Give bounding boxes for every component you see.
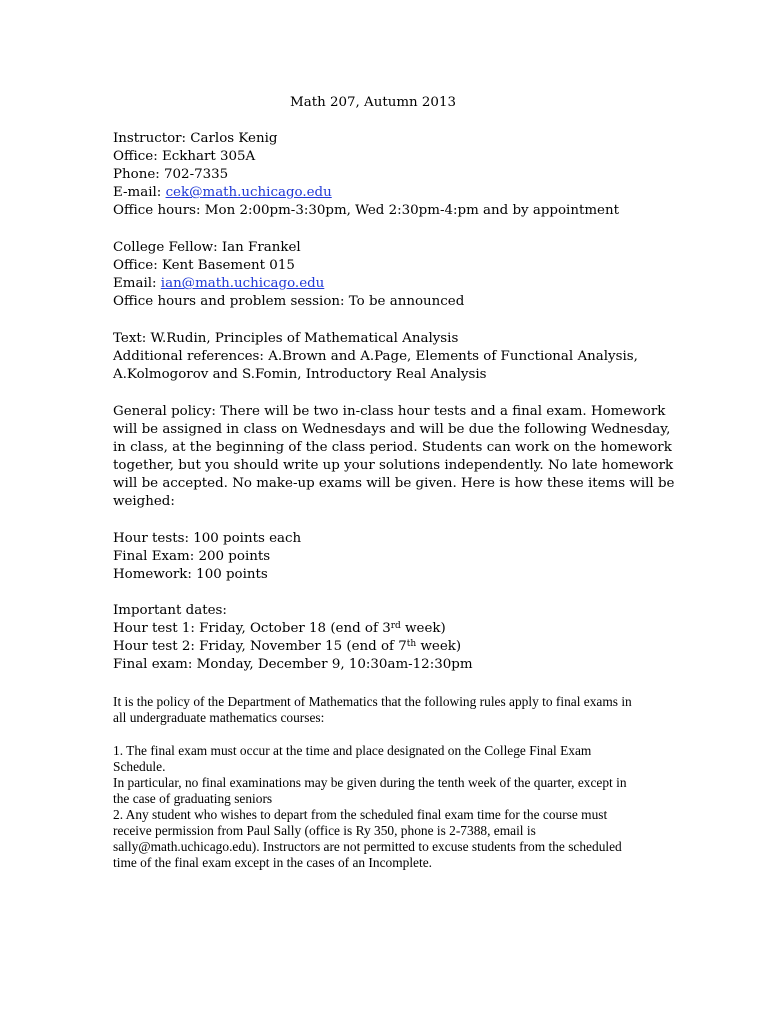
final-exam-date: Final exam: Monday, December 9, 10:30am-12:30pm — [113, 657, 473, 673]
fellow-email-line — [113, 275, 653, 293]
hour-test-1-ordinal: rd — [390, 621, 401, 632]
main-text: Text: W.Rudin, Principles of Mathematical Analysis — [113, 331, 459, 346]
rule-1-line: In particular, no final examinations may be given during the tenth week of the quarter, except in — [113, 775, 627, 790]
fellow-email-link[interactable]: ian@math.uchicago.edu — [160, 276, 325, 292]
rule-2-line: 2. Any student who wishes to depart from the scheduled final exam time for the course must — [113, 807, 608, 822]
instructor-office-hours: Office hours: Mon 2:00pm-3:30pm, Wed 2:30pm-4:pm and by appointment — [113, 203, 619, 219]
department-rule-1 — [113, 743, 653, 807]
hour-test-2-ordinal: th — [406, 639, 417, 650]
hour-test-1-text: Hour test 1: Friday, October 18 (end of 3 — [113, 621, 391, 637]
policy-line: together, but you should write up your solutions independently. No late homework — [113, 458, 674, 474]
policy-line: in class, at the beginning of the class period. Students can work on the homework — [113, 440, 672, 456]
hour-test-2-suffix: week) — [416, 639, 462, 655]
policy-line: weighed: — [113, 494, 175, 510]
grading-section — [113, 530, 653, 584]
fellow-section — [113, 239, 653, 311]
important-dates-section — [113, 602, 653, 674]
instructor-office: Office: Eckhart 305A — [113, 149, 256, 165]
hour-test-1-date — [113, 620, 653, 638]
policy-line: will be assigned in class on Wednesdays and will be due the following Wednesday, — [113, 422, 671, 438]
instructor-section — [113, 130, 653, 220]
rule-1-line: the case of graduating seniors — [113, 791, 273, 806]
dates-heading: Important dates: — [113, 603, 227, 618]
department-rule-2 — [113, 807, 653, 871]
additional-references: Additional references: A.Brown and A.Page, Elements of Functional Analysis, — [113, 349, 638, 365]
department-intro-line: It is the policy of the Department of Mathematics that the following rules apply to final exams in — [113, 694, 632, 709]
grading-hour-tests: Hour tests: 100 points each — [113, 531, 302, 546]
instructor-phone: Phone: 702-7335 — [113, 167, 229, 183]
fellow-name: College Fellow: Ian Frankel — [113, 240, 301, 255]
rule-1-line: Schedule. — [113, 759, 166, 774]
policy-line: will be accepted. No make-up exams will be given. Here is how these items will be — [113, 476, 675, 492]
instructor-email-label: E-mail: — [113, 185, 166, 201]
rule-2-line: time of the final exam except in the cases of an Incomplete. — [113, 855, 433, 870]
instructor-email-line — [113, 184, 653, 202]
course-title: Math 207, Autumn 2013 — [290, 95, 456, 110]
fellow-email-label: Email: — [113, 276, 161, 292]
hour-test-2-text: Hour test 2: Friday, November 15 (end of 7 — [113, 639, 407, 655]
fellow-office-hours: Office hours and problem session: To be announced — [113, 294, 465, 310]
instructor-email-link[interactable]: cek@math.uchicago.edu — [165, 185, 332, 201]
instructor-name: Instructor: Carlos Kenig — [113, 131, 278, 146]
department-policy-intro — [113, 694, 653, 726]
department-intro-line: all undergraduate mathematics courses: — [113, 710, 325, 725]
rule-2-line: sally@math.uchicago.edu). Instructors are not permitted to excuse students from the scheduled — [113, 839, 622, 854]
grading-homework: Homework: 100 points — [113, 567, 268, 583]
policy-line: General policy: There will be two in-class hour tests and a final exam. Homework — [113, 404, 666, 419]
fellow-office: Office: Kent Basement 015 — [113, 258, 295, 274]
textbooks-section — [113, 330, 653, 384]
additional-references-cont: A.Kolmogorov and S.Fomin, Introductory Real Analysis — [113, 367, 487, 383]
rule-1-line: 1. The final exam must occur at the time and place designated on the College Final Exam — [113, 743, 592, 758]
hour-test-2-date — [113, 638, 653, 656]
hour-test-1-suffix: week) — [400, 621, 446, 637]
general-policy-section — [113, 403, 675, 512]
rule-2-line: receive permission from Paul Sally (office is Ry 350, phone is 2-7388, email is — [113, 823, 536, 838]
grading-final-exam: Final Exam: 200 points — [113, 549, 271, 565]
